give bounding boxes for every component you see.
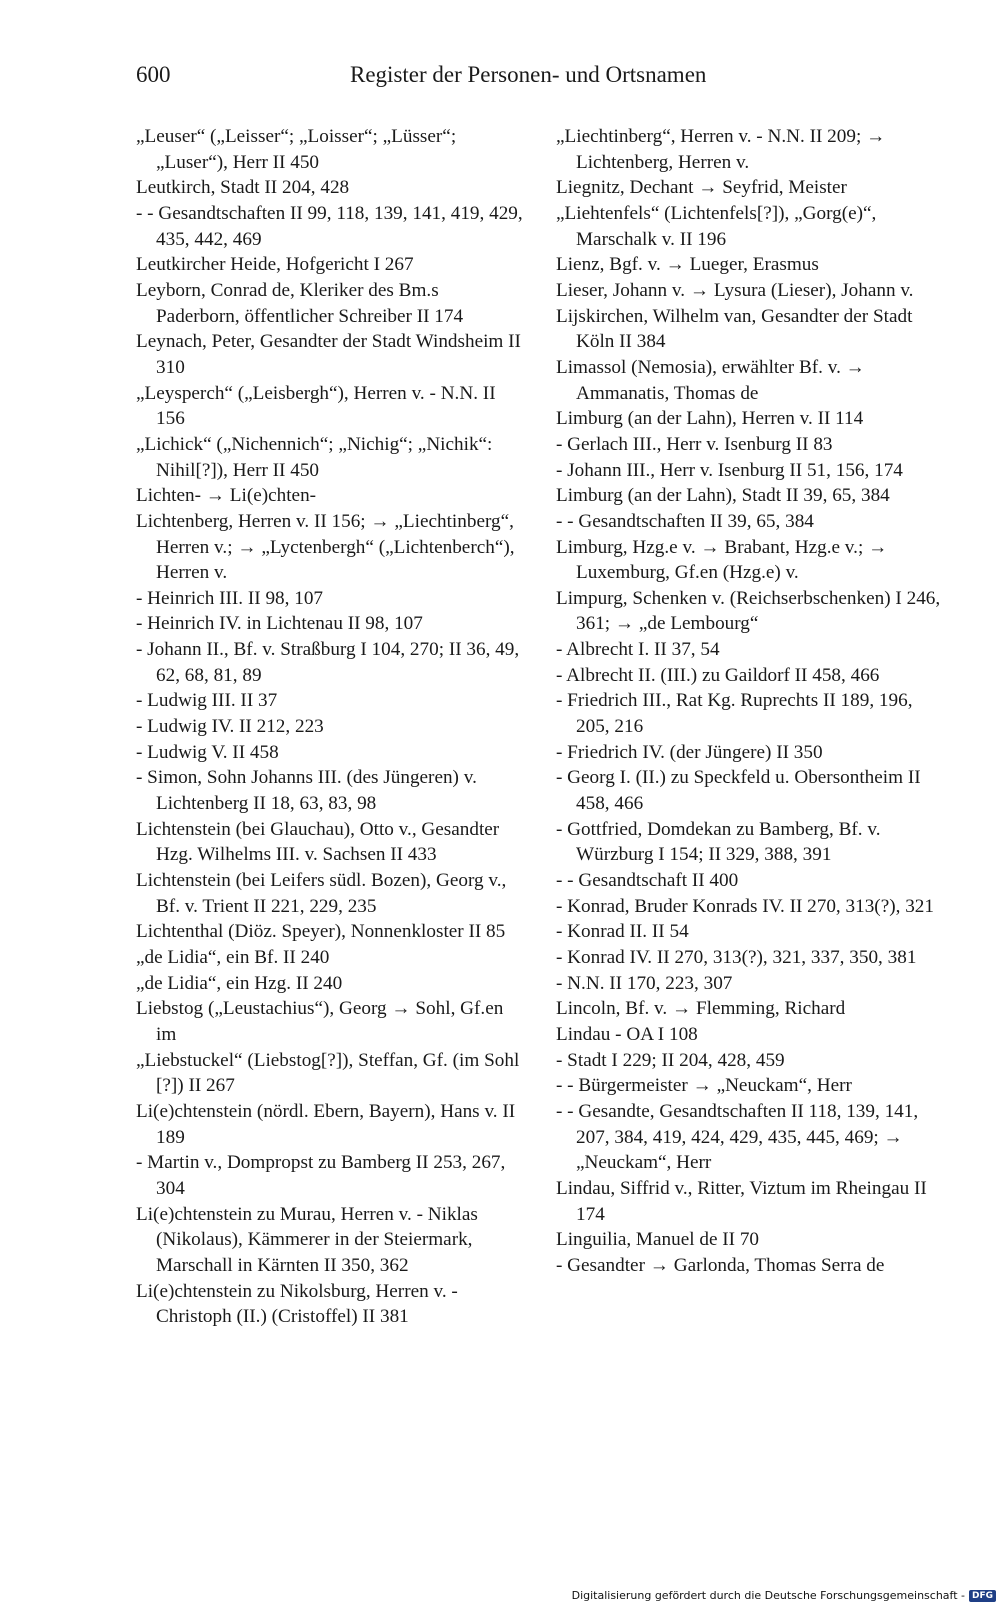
index-entry: - Konrad II. II 54: [556, 921, 689, 943]
index-entry: - Heinrich IV. in Lichtenau II 98, 107: [136, 613, 423, 635]
index-entry: Lichten- → Li(e)chten-: [136, 485, 317, 507]
index-entry: - - Bürgermeister → „Neuckam“, Herr: [556, 1075, 852, 1097]
index-entry: Lijskirchen, Wilhelm van, Gesandter der Stadt Köln II 384: [556, 305, 913, 353]
index-entry: - Gerlach III., Herr v. Isenburg II 83: [556, 433, 833, 455]
dfg-logo: DFG: [969, 1590, 996, 1602]
index-entry: - N.N. II 170, 223, 307: [556, 972, 733, 994]
index-entry: - Ludwig V. II 458: [136, 741, 279, 763]
index-entry: - Stadt I 229; II 204, 428, 459: [556, 1049, 785, 1071]
index-entry: - Ludwig III. II 37: [136, 690, 278, 712]
index-entry: Li(e)chtenstein zu Murau, Herren v. - Niklas (Nikolaus), Kämmerer in der Steiermark, Marschall in Kärnten II 350, 362: [136, 1203, 478, 1276]
index-entry: Leutkircher Heide, Hofgericht I 267: [136, 254, 414, 276]
index-entry: „Liechtinberg“, Herren v. - N.N. II 209; → Lichtenberg, Herren v.: [556, 126, 886, 173]
index-entry: Li(e)chtenstein zu Nikolsburg, Herren v. - Christoph (II.) (Cristoffel) II 381: [136, 1280, 458, 1328]
index-entry: Limassol (Nemosia), erwählter Bf. v. → Ammanatis, Thomas de: [556, 356, 865, 404]
index-entry: „Leysperch“ („Leisbergh“), Herren v. - N.N. II 156: [136, 382, 496, 430]
index-entry: - Simon, Sohn Johanns III. (des Jüngeren) v. Lichtenberg II 18, 63, 83, 98: [136, 767, 477, 815]
index-entry: - Johann III., Herr v. Isenburg II 51, 156, 174: [556, 459, 903, 481]
index-entry: Lichtenstein (bei Leifers südl. Bozen), Georg v., Bf. v. Trient II 221, 229, 235: [136, 870, 507, 917]
index-entry: Leyborn, Conrad de, Kleriker des Bm.s Paderborn, öffentlicher Schreiber II 174: [136, 279, 464, 327]
index-entry: - - Gesandtschaften II 39, 65, 384: [556, 510, 814, 532]
index-entry: Leutkirch, Stadt II 204, 428: [136, 177, 350, 199]
right-index-column: [556, 124, 948, 1279]
left-index-column: [136, 124, 526, 1330]
index-entry: - Albrecht II. (III.) zu Gaildorf II 458, 466: [556, 664, 880, 686]
index-entry: Lienz, Bgf. v. → Lueger, Erasmus: [556, 254, 819, 276]
index-entry: Limburg (an der Lahn), Herren v. II 114: [556, 408, 864, 430]
index-entry: „Liehtenfels“ (Lichtenfels[?]), „Gorg(e)“, Marschalk v. II 196: [556, 202, 877, 250]
index-entry: Liebstog („Leustachius“), Georg → Sohl, Gf.en im: [136, 998, 504, 1045]
index-entry: Lindau, Siffrid v., Ritter, Viztum im Rheingau II 174: [556, 1177, 927, 1225]
running-title: Register der Personen- und Ortsnamen: [350, 62, 707, 87]
index-entry: Lieser, Johann v. → Lysura (Lieser), Johann v.: [556, 279, 914, 301]
index-entry: Liegnitz, Dechant → Seyfrid, Meister: [556, 177, 847, 199]
index-entry: - Konrad, Bruder Konrads IV. II 270, 313(?), 321: [556, 895, 934, 917]
index-entry: „Liebstuckel“ (Liebstog[?]), Steffan, Gf. (im Sohl [?]) II 267: [136, 1049, 520, 1097]
index-entry: - Friedrich III., Rat Kg. Ruprechts II 189, 196, 205, 216: [556, 690, 913, 738]
index-entry: „de Lidia“, ein Hzg. II 240: [136, 972, 343, 994]
index-entry: - Konrad IV. II 270, 313(?), 321, 337, 350, 381: [556, 947, 917, 968]
index-entry: - - Gesandte, Gesandtschaften II 118, 139, 141, 207, 384, 419, 424, 429, 435, 445, 469; → „Neuckam“, Herr: [556, 1100, 919, 1174]
index-entry: Lichtenthal (Diöz. Speyer), Nonnenkloster II 85: [136, 921, 506, 943]
index-entry: Leynach, Peter, Gesandter der Stadt Windsheim II 310: [136, 331, 521, 378]
index-entry: - Martin v., Dompropst zu Bamberg II 253, 267, 304: [136, 1152, 506, 1199]
index-entry: Lichtenstein (bei Glauchau), Otto v., Gesandter Hzg. Wilhelms III. v. Sachsen II 433: [136, 818, 500, 866]
index-entry: „Leuser“ („Leisser“; „Loisser“; „Lüsser“; „Luser“), Herr II 450: [136, 126, 457, 173]
footer-credit: [572, 1589, 996, 1602]
index-entry: Lincoln, Bf. v. → Flemming, Richard: [556, 998, 846, 1020]
index-entry: - Friedrich IV. (der Jüngere) II 350: [556, 741, 823, 763]
index-entry: - Gesandter → Garlonda, Thomas Serra de: [556, 1254, 885, 1276]
index-entry: Limburg (an der Lahn), Stadt II 39, 65, 384: [556, 485, 890, 507]
index-entry: Limpurg, Schenken v. (Reichserbschenken) I 246, 361; → „de Lembourg“: [556, 587, 941, 635]
page-number: 600: [136, 62, 171, 87]
index-entry: - - Gesandtschaften II 99, 118, 139, 141, 419, 429, 435, 442, 469: [136, 202, 523, 250]
index-entry: - Gottfried, Domdekan zu Bamberg, Bf. v. Würzburg I 154; II 329, 388, 391: [556, 818, 881, 866]
index-entry: Lindau - OA I 108: [556, 1023, 698, 1045]
index-entry: - Georg I. (II.) zu Speckfeld u. Obersontheim II 458, 466: [556, 767, 921, 815]
index-entry: Linguilia, Manuel de II 70: [556, 1229, 760, 1251]
index-entry: - Heinrich III. II 98, 107: [136, 587, 324, 609]
index-entry: - Johann II., Bf. v. Straßburg I 104, 270; II 36, 49, 62, 68, 81, 89: [136, 639, 520, 686]
index-entry: - Albrecht I. II 37, 54: [556, 639, 720, 661]
index-entry: „de Lidia“, ein Bf. II 240: [136, 947, 330, 968]
index-entry: „Lichick“ („Nichennich“; „Nichig“; „Nichik“: Nihil[?]), Herr II 450: [136, 433, 493, 481]
index-entry: Limburg, Hzg.e v. → Brabant, Hzg.e v.; → Luxemburg, Gf.en (Hzg.e) v.: [556, 536, 888, 584]
index-entry: - - Gesandtschaft II 400: [556, 870, 739, 892]
index-entry: Lichtenberg, Herren v. II 156; → „Liechtinberg“, Herren v.; → „Lyctenbergh“ („Lichtenberch“), Herren v.: [136, 510, 515, 584]
footer-text: Digitalisierung gefördert durch die Deutsche Forschungsgemeinschaft -: [571, 1589, 965, 1602]
index-entry: Li(e)chtenstein (nördl. Ebern, Bayern), Hans v. II 189: [136, 1100, 516, 1148]
index-entry: - Ludwig IV. II 212, 223: [136, 716, 324, 738]
